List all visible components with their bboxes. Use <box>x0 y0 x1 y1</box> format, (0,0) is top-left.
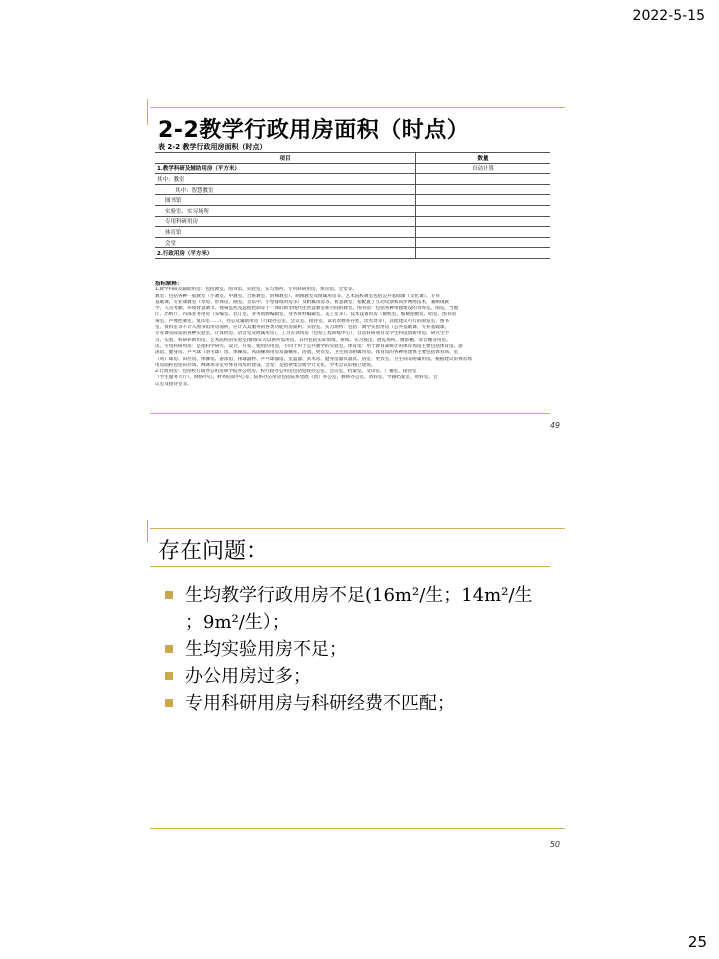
bullet-item <box>165 690 565 717</box>
row-label: 会堂 <box>155 237 416 248</box>
row-value: 自动计算 <box>416 163 551 174</box>
table-row <box>155 216 550 227</box>
notes-line: （学生服务大厅）、网络中心、财务结算中心等。院系办公用房包括院系党政（团）办公室、教师办公室、资料室、学籍档案室、资料室、会 <box>155 375 438 381</box>
notes-line: 基础课、专业课教室（琴房、形体房、画室、音乐中、小型排练用房等）及附属用房等。智慧教室：指配置了互动反馈和同步网络技术，兼顾现教 <box>155 299 450 305</box>
slide-bottom-rule <box>150 413 550 414</box>
problem-list <box>165 582 565 717</box>
bullet-text: 办公用房过多； <box>185 666 311 687</box>
row-label: 图书馆 <box>155 195 416 206</box>
square-bullet-icon <box>165 591 173 599</box>
area-table <box>155 152 550 259</box>
slide-left-accent-line <box>147 520 148 542</box>
row-label: 其中：教室 <box>155 174 416 185</box>
notes-line: 2.行政用房：包括校行政办公用房和学院办公用房。校行政办公用房包括党政办公室、会议室、档案室、文印室、广播室、接待室 <box>155 369 417 375</box>
notes-line: 毒室、声像控制室、复印室……），办公及辅助用房（行政办公室、会议室、接待室、读者衣物寄存处、饮水处等），其他建议可行的阅览室、图书 <box>155 318 450 324</box>
row-value <box>416 174 551 185</box>
table-row <box>155 174 550 185</box>
square-bullet-icon <box>165 699 173 707</box>
slide-bottom-rule <box>150 828 565 829</box>
table-row <box>155 205 550 216</box>
table-header-item: 项目 <box>155 153 416 164</box>
slide-title: 存在问题： <box>158 539 269 564</box>
table-row <box>155 227 550 238</box>
row-label: 2.行政用房（平方米） <box>155 248 416 259</box>
slide-top-rule <box>150 107 565 108</box>
bullet-text: 专用科研用房与科研经费不匹配； <box>185 693 455 714</box>
bullet-item <box>165 582 565 636</box>
slide-left-accent-line <box>147 99 148 125</box>
square-bullet-icon <box>165 645 173 653</box>
print-date: 2022-5-15 <box>632 8 705 24</box>
slide-top-rule <box>150 528 565 529</box>
table-header-quantity: 数量 <box>416 153 551 164</box>
slide-number: 49 <box>549 421 560 430</box>
slide-50 <box>150 520 570 860</box>
table-header-row <box>155 153 550 164</box>
row-label: 实验室、实习场所 <box>155 205 416 216</box>
notes-line: 学、人员考勤、环境智慧调节、视频监控及远程控制等于一体的新型现代化智慧教室和空间的教室。图书馆：包括各种单独建设的书库室、阅览、当地 <box>155 306 459 312</box>
table-row <box>155 237 550 248</box>
slide-number: 50 <box>549 840 560 849</box>
notes-line: 泳馆、健身房、乒乓球（羽毛球）房、体操房、风雨操场用房及器械库、浴池、更衣室、卫生间等附属用房。体育馆的各种用建体主要包括体育场、室 <box>155 350 459 356</box>
bullet-item <box>165 663 565 690</box>
notes-line: （风）球房、田径馆、体操馆、游泳馆、排球器材、乒乓球器馆、室篮器、武术房、健身房器具器具、浴室、更衣室、卫生间等附属用房。根据建议的体育场 <box>155 356 472 362</box>
bullet-text: 生均实验用房不足； <box>185 639 347 660</box>
slide-title: 2-2教学行政用房面积（时点） <box>158 118 470 143</box>
row-value <box>416 227 551 238</box>
table-row <box>155 163 550 174</box>
row-label: 1.教学科研及辅助用房（平方米） <box>155 163 416 174</box>
table-row <box>155 195 550 206</box>
notes-line: 厅、出纳厅、内部业务用房（采编室、装订室、业务资源编辑室、业务资料编辑室、美工室等），技术设备用房（微机室、缩微拍摄室、暗室、图书消 <box>155 312 456 318</box>
row-value <box>416 205 551 216</box>
indicator-notes <box>155 281 559 388</box>
slide-49 <box>150 95 570 435</box>
bullet-text: 生均教学行政用房不足(16m²/生；14m²/生 <box>185 585 533 606</box>
row-value <box>416 184 551 195</box>
row-value <box>416 216 551 227</box>
row-label: 体育馆 <box>155 227 416 238</box>
notes-line: 专业课实际需的各种实验室、计算机房、语音室及附属用房），工习实训用房（包括工程训练中心），自选科研项目及学生科技创新用房，研究生学 <box>155 331 450 337</box>
row-value <box>416 195 551 206</box>
bullet-item <box>165 636 565 663</box>
row-value <box>416 248 551 259</box>
table-row <box>155 184 550 195</box>
notes-heading: 指标解释： <box>155 281 183 287</box>
page-number: 25 <box>687 933 707 951</box>
row-label: 专用科研用房 <box>155 216 416 227</box>
notes-line: 室、资料室等不计入图书馆用房面积，应计入其服务的各类功能用房面积。实验室、实习场所：包括：教学实验用房（公共基础课、专业基础课、 <box>155 325 450 331</box>
row-value <box>416 237 551 248</box>
bullet-text: ；9m²/生）； <box>185 612 290 633</box>
table-caption: 表 2-2 教学行政用房面积（时点） <box>158 143 267 151</box>
title-underline-rule <box>150 566 550 567</box>
notes-line: 用房面积包括田径场、网球场等室外体育用房的建设。会堂：是指供集会或学行文化、学术会议的独立建筑。 <box>155 362 376 368</box>
notes-line: 教室：包括各种一般教室（小教室、中教室、合班教室、阶梯教室）、制图教室及附属用房等。艺术院校教室包括公共基础课（文化课）、专业 <box>155 293 440 299</box>
notes-line: 1.教学科研及辅助用房：包括教室、图书馆、实验室、实习场所、专用科研用房、体育馆、会堂等。 <box>155 287 357 293</box>
row-label: 其中：智慧教室 <box>155 184 416 195</box>
table-row <box>155 248 550 259</box>
square-bullet-icon <box>165 672 173 680</box>
notes-line: 议室及接待室等。 <box>155 381 192 387</box>
notes-line: 习、实验、科研补助用房，艺术院校的实验室/排练实习以供所需用房，其内包括实际情境、排练、实习演出、展览场所、摄影棚、录音棚等用房。 <box>155 337 451 343</box>
notes-line: 房。专用科研用房：是指科学研究、设计、开发、使用的用房，不同于用于公共教学的实验室。体育馆：用于教育部统计的体育场馆主要包括体育馆、游 <box>155 343 463 349</box>
